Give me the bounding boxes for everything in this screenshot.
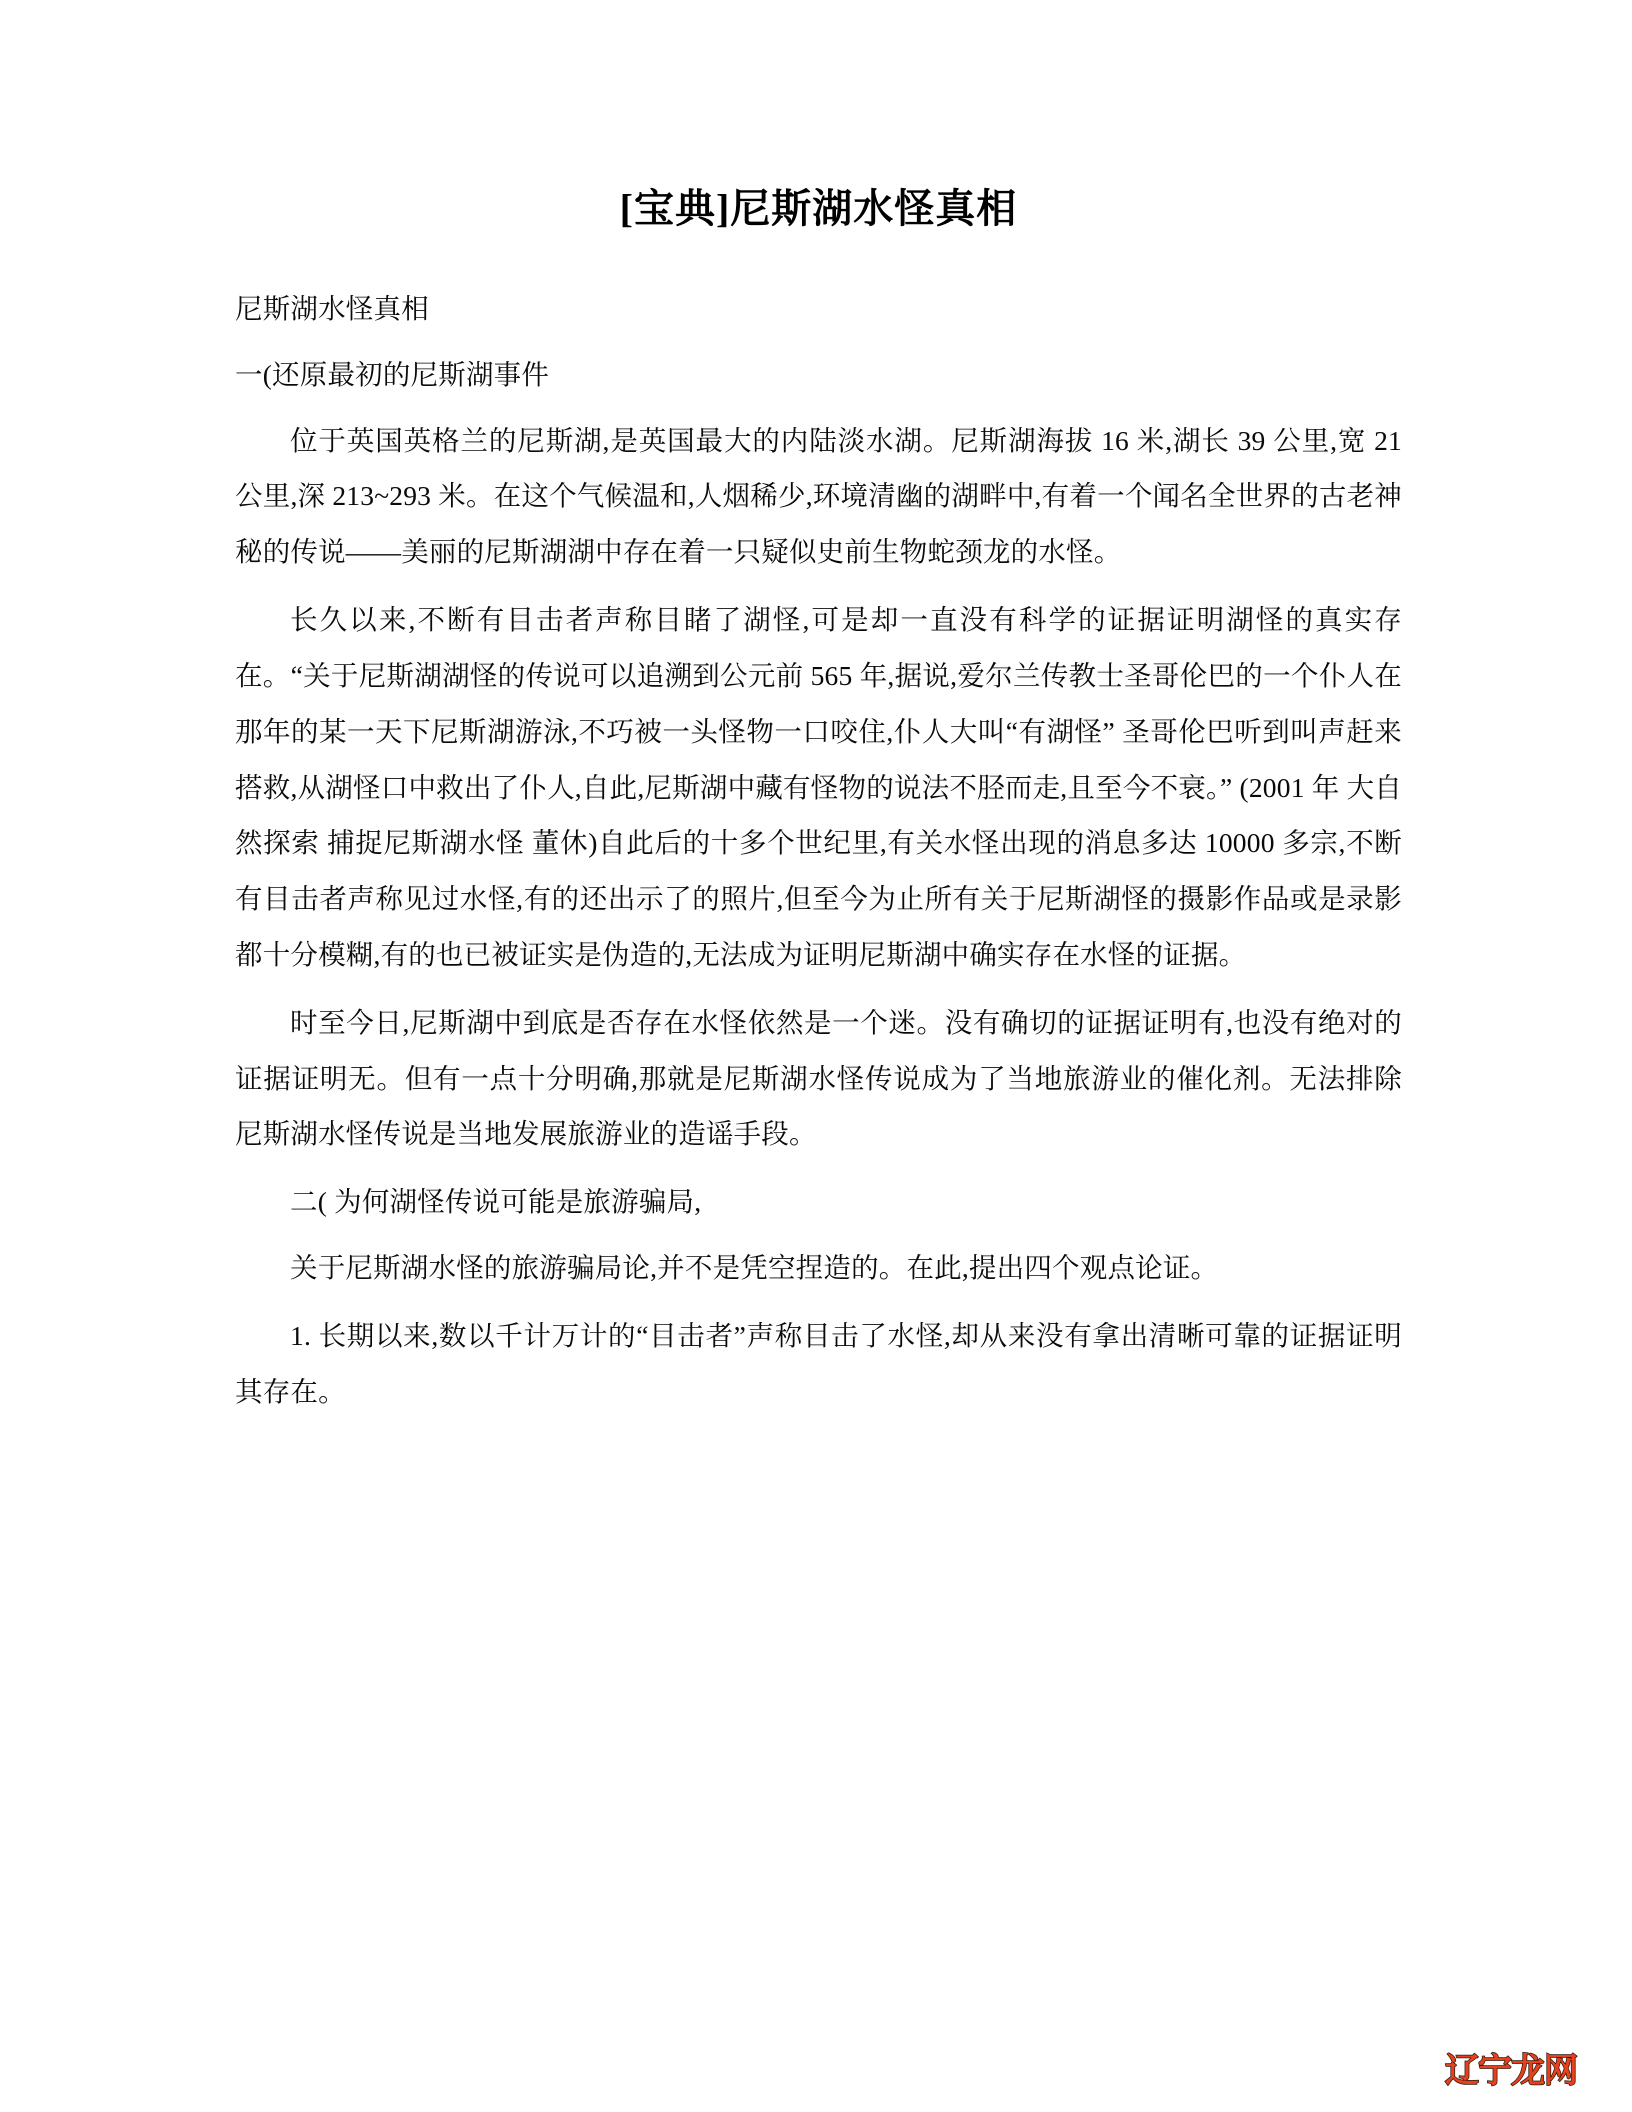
paragraph-legend-history: 长久以来,不断有目击者声称目睹了湖怪,可是却一直没有科学的证据证明湖怪的真实存在。“关于尼斯湖湖怪的传说可以追溯到公元前 565 年,据说,爱尔兰传教士圣哥伦巴的一个仆人在那年的某一天下尼斯湖游泳,不巧被一头怪物一口咬住,仆人大叫“有湖怪” 圣哥伦巴听到叫声赶来搭救,从湖怪口中救出了仆人,自此,尼斯湖中藏有怪物的说法不胫而走,且至今不衰。” (2001 年 大自然探索 捕捉尼斯湖水怪 董休)自此后的十多个世纪里,有关水怪出现的消息多达 10000 多宗,不断有目击者声称见过水怪,有的还出示了的照片,但至今为止所有关于尼斯湖怪的摄影作品或是录影都十分模糊,有的也已被证实是伪造的,无法成为证明尼斯湖中确实存在水怪的证据。: [235, 604, 1402, 970]
paragraph-lake-description: 位于英国英格兰的尼斯湖,是英国最大的内陆淡水湖。尼斯湖海拔 16 米,湖长 39 公里,宽 21 公里,深 213~293 米。在这个气候温和,人烟稀少,环境清幽的湖畔中,有着一个闻名全世界的古老神秘的传说——美丽的尼斯湖湖中存在着一只疑似史前生物蛇颈龙的水怪。: [235, 424, 1402, 568]
paragraph-four-viewpoints: 关于尼斯湖水怪的旅游骗局论,并不是凭空捏造的。在此,提出四个观点论证。: [290, 1252, 1219, 1283]
watermark-label: 辽宁龙网: [1445, 2052, 1577, 2090]
paragraph-today-mystery: 时至今日,尼斯湖中到底是否存在水怪依然是一个迷。没有确切的证据证明有,也没有绝对的证据证明无。但有一点十分明确,那就是尼斯湖水怪传说成为了当地旅游业的催化剂。无法排除尼斯湖水怪传说是当地发展旅游业的造谣手段。: [235, 1006, 1402, 1150]
section-one-heading: 一(还原最初的尼斯湖事件: [235, 358, 550, 390]
page-title: [宝典]尼斯湖水怪真相: [619, 186, 1018, 231]
document-heading-line: 尼斯湖水怪真相: [235, 293, 429, 324]
paragraph-point-one: 1. 长期以来,数以千计万计的“目击者”声称目击了水怪,却从来没有拿出清晰可靠的证据证明其存在。: [235, 1319, 1402, 1407]
site-watermark: [1418, 2048, 1604, 2094]
section-two-heading: 二( 为何湖怪传说可能是旅游骗局,: [290, 1186, 702, 1218]
